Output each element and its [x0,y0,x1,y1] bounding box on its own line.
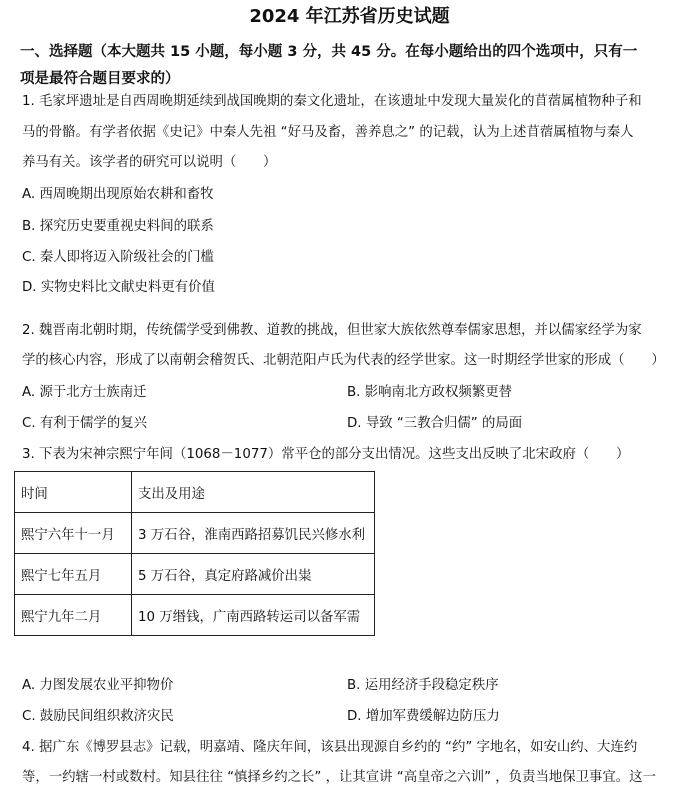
q2-option-d: D. 导致 “三教合归儒” 的局面 [347,416,523,431]
q3-option-b: B. 运用经济手段稳定秩序 [347,678,499,693]
q1-option-a: A. 西周晚期出现原始农耕和畜牧 [22,187,214,202]
page-title: 2024 年江苏省历史试题 [249,6,450,27]
table-cell: 5 万石谷，真定府路减价出粜 [132,554,375,595]
section-heading [20,39,685,93]
q1-option-d: D. 实物史料比文献史料更有价值 [22,280,215,295]
section-heading-line-2: 项是最符合题目要求的） [20,71,180,87]
table-cell: 3 万石谷，淮南西路招募饥民兴修水利 [132,513,375,554]
q1-stem-line-3: 养马有关。该学者的研究可以说明（ ） [22,155,277,170]
table-cell: 10 万缗钱，广南西路转运司以备军需 [132,595,375,636]
q2-option-c: C. 有利于儒学的复兴 [22,416,147,431]
q1-option-b: B. 探究历史要重视史料间的联系 [22,219,214,234]
q3-stem: 3. 下表为宋神宗熙宁年间（1068－1077）常平仓的部分支出情况。这些支出反映了北宋政府（ ） [22,447,630,462]
table-header-row [15,472,375,513]
q2-stem-line-1: 2. 魏晋南北朝时期，传统儒学受到佛教、道教的挑战，但世家大族依然尊奉儒家思想，并以儒家经学为家 [22,323,642,338]
section-heading-line-1: 一、选择题（本大题共 15 小题，每小题 3 分，共 45 分。在每小题给出的四个选项中，只有一 [20,44,638,60]
q3-option-a: A. 力图发展农业平抑物价 [22,678,174,693]
q2-option-a: A. 源于北方士族南迁 [22,385,147,400]
table-cell: 熙宁七年五月 [15,554,132,595]
table-row [15,554,375,595]
q3-table [14,471,375,636]
table-cell: 熙宁六年十一月 [15,513,132,554]
q3-option-c: C. 鼓励民间组织救济灾民 [22,709,174,724]
table-cell: 熙宁九年二月 [15,595,132,636]
q2-option-b: B. 影响南北方政权频繁更替 [347,385,512,400]
q3-option-d: D. 增加军费缓解边防压力 [347,709,500,724]
q1-option-c: C. 秦人即将迈入阶级社会的门槛 [22,250,214,265]
q4-stem-line-1: 4. 据广东《博罗县志》记载，明嘉靖、隆庆年间，该县出现源自乡约的 “约” 字地名，如安山约、大连约 [22,740,638,755]
q2-stem-line-2: 学的核心内容，形成了以南朝会稽贺氏、北朝范阳卢氏为代表的经学世家。这一时期经学世家的形成（ ） [22,353,665,368]
q4-stem-line-2: 等，一约辖一村或数村。知县往往 “慎择乡约之长” ，让其宣讲 “高皇帝之六训” ，负责当地保卫事宜。这一 [22,770,656,785]
q1-stem-line-2: 马的骨骼。有学者依据《史记》中秦人先祖 “好马及畜，善养息之” 的记载，认为上述苜蓿属植物与秦人 [22,125,634,140]
table-header-cell: 支出及用途 [132,472,375,513]
table-row [15,595,375,636]
table-header-cell: 时间 [15,472,132,513]
table-row [15,513,375,554]
q1-stem-line-1: 1. 毛家坪遗址是自西周晚期延续到战国晚期的秦文化遗址，在该遗址中发现大量炭化的苜蓿属植物种子和 [22,94,642,109]
